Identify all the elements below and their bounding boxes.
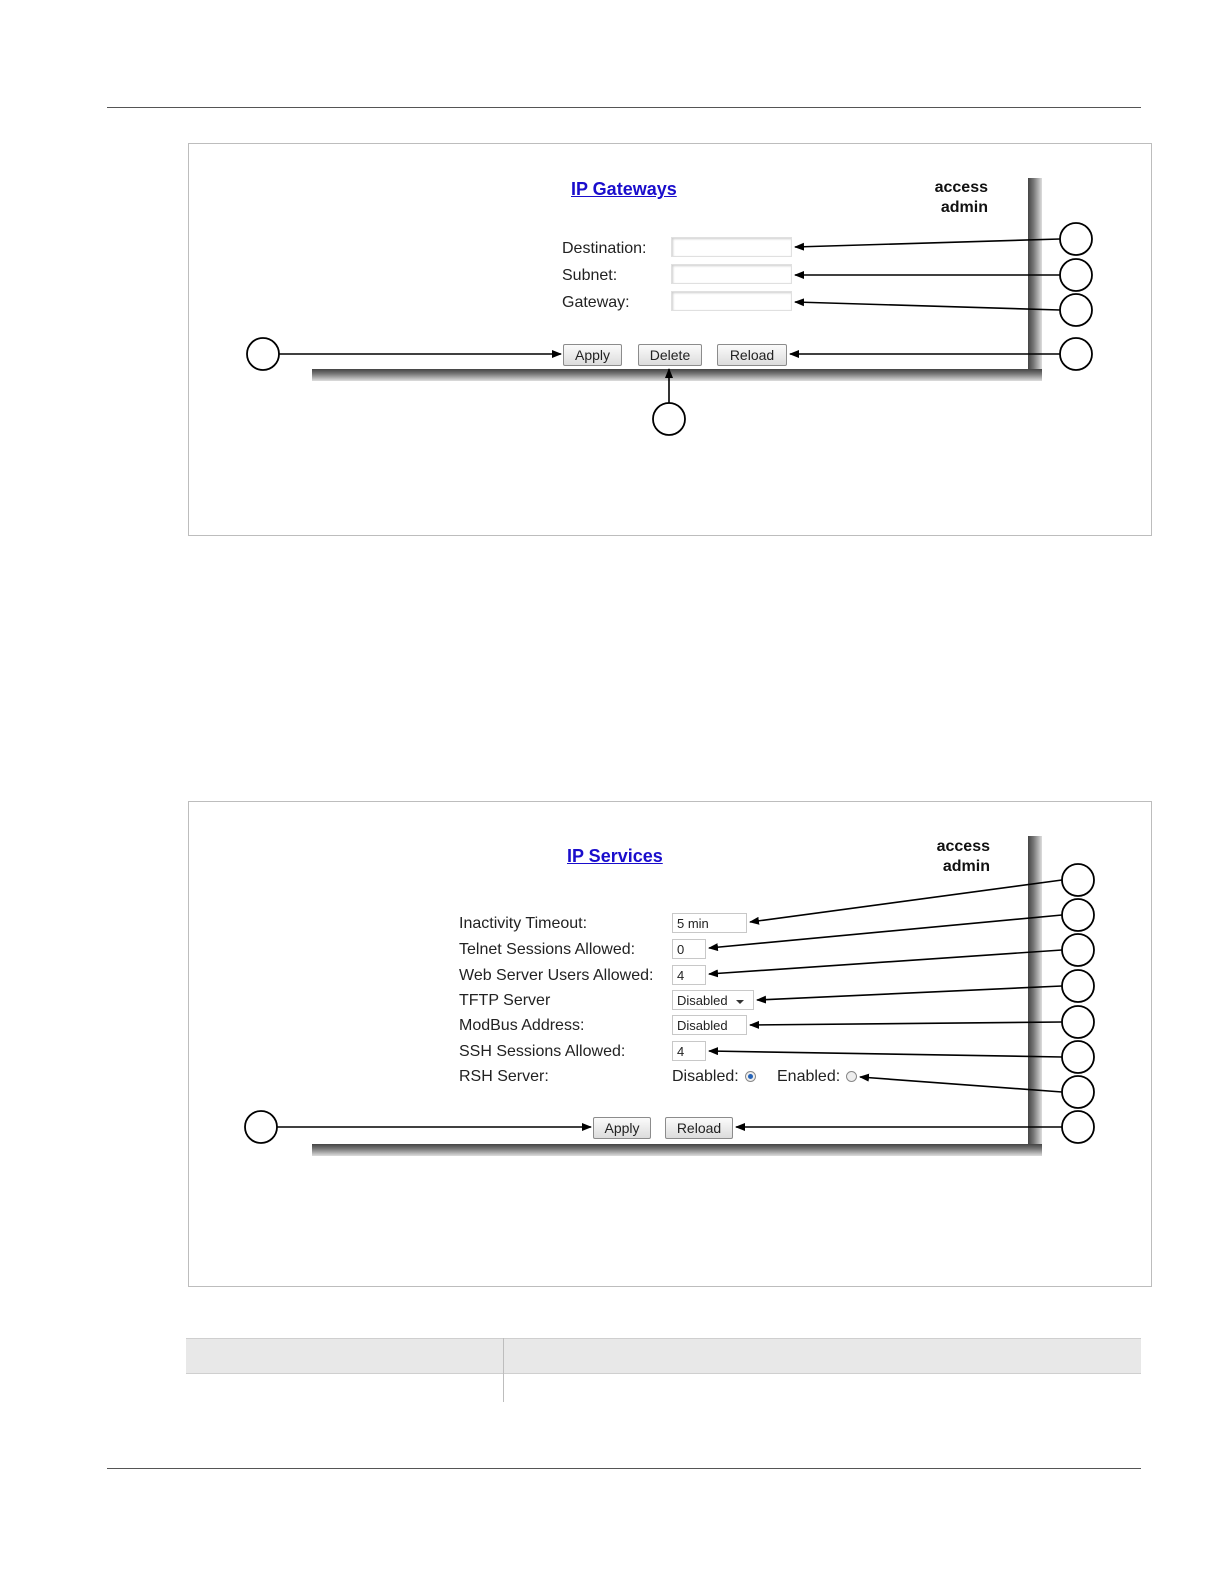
page-title[interactable]: IP Gateways xyxy=(571,179,677,199)
rsh-enabled-radio[interactable] xyxy=(846,1071,857,1082)
panel-shadow-bottom xyxy=(312,1144,1042,1156)
ssh-sessions-input[interactable]: 4 xyxy=(672,1041,706,1061)
table-header-row xyxy=(186,1338,1141,1374)
subnet-label: Subnet: xyxy=(562,267,618,284)
chevron-down-icon xyxy=(736,1000,744,1004)
rsh-disabled-label: Disabled: xyxy=(672,1068,739,1085)
telnet-sessions-input[interactable]: 0 xyxy=(672,939,706,959)
gateway-input[interactable] xyxy=(671,291,792,311)
modbus-address-input[interactable]: Disabled xyxy=(672,1015,747,1035)
access-level: admin xyxy=(940,199,988,216)
inactivity-timeout-label: Inactivity Timeout: xyxy=(459,915,588,932)
figure-ip-services xyxy=(188,801,1152,1287)
gateway-label: Gateway: xyxy=(562,294,630,311)
footer-rule xyxy=(107,1468,1141,1469)
access-label xyxy=(920,178,988,218)
tftp-server-select[interactable] xyxy=(672,990,754,1010)
panel-shadow-right xyxy=(1028,836,1042,1156)
apply-button[interactable]: Apply xyxy=(563,344,622,366)
apply-button[interactable]: Apply xyxy=(593,1117,651,1139)
access-line: access xyxy=(934,179,988,196)
figure-ip-gateways xyxy=(188,143,1152,536)
delete-button[interactable]: Delete xyxy=(638,344,702,366)
rsh-server-label: RSH Server: xyxy=(459,1068,549,1085)
panel-shadow-right xyxy=(1028,178,1042,381)
reload-button[interactable]: Reload xyxy=(665,1117,733,1139)
rsh-enabled-label: Enabled: xyxy=(777,1068,841,1085)
web-server-users-input[interactable]: 4 xyxy=(672,965,706,985)
access-level: admin xyxy=(942,858,990,875)
access-label xyxy=(922,837,990,877)
tftp-server-value: Disabled xyxy=(677,993,728,1008)
rsh-disabled-radio[interactable] xyxy=(745,1071,756,1082)
telnet-sessions-label: Telnet Sessions Allowed: xyxy=(459,941,636,958)
access-line: access xyxy=(936,838,990,855)
subnet-input[interactable] xyxy=(671,264,792,284)
table-column-divider xyxy=(503,1338,504,1374)
destination-label: Destination: xyxy=(562,240,647,257)
table-column-divider xyxy=(503,1374,504,1402)
tftp-server-label: TFTP Server xyxy=(459,992,551,1009)
header-rule xyxy=(107,107,1141,108)
web-server-users-label: Web Server Users Allowed: xyxy=(459,967,654,984)
ssh-sessions-label: SSH Sessions Allowed: xyxy=(459,1043,626,1060)
modbus-address-label: ModBus Address: xyxy=(459,1017,585,1034)
panel-shadow-bottom xyxy=(312,369,1042,381)
reload-button[interactable]: Reload xyxy=(717,344,787,366)
page-title[interactable]: IP Services xyxy=(567,846,663,866)
inactivity-timeout-input[interactable]: 5 min xyxy=(672,913,747,933)
destination-input[interactable] xyxy=(671,237,792,257)
